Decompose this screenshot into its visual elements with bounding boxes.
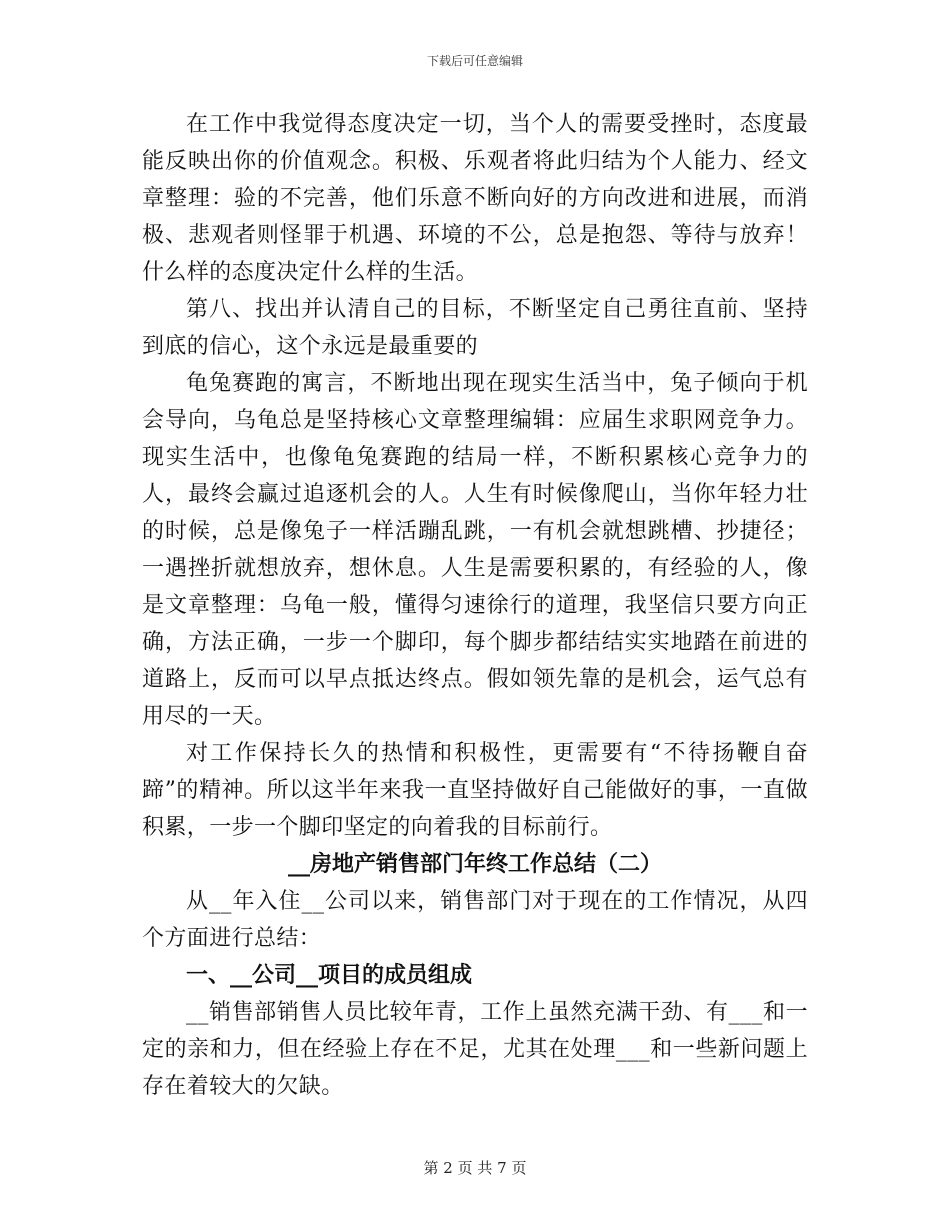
page-header: 下载后可任意编辑	[426, 54, 523, 68]
section-intro: 从__年入住__公司以来，销售部门对于现在的工作情况，从四个方面进行总结：	[142, 889, 808, 951]
paragraph-tortoise-hare: 龟兔赛跑的寓言，不断地出现在现实生活当中，兔子倾向于机会导向，乌龟总是坚持核心文章整理编辑：应届生求职网竞争力。现实生活中，也像龟兔赛跑的结局一样，不断积累核心竞争力的人，最终会赢过追逐机会的人。人生有时候像爬山，当你年轻力壮的时候，总是像兔子一样活蹦乱跳，一有机会就想跳槽、抄捷径；一遇挫折就想放弃，想休息。人生是需要积累的，有经验的人，像是文章整理：乌龟一般，懂得匀速徐行的道理，我坚信只要方向正确，方法正确，一步一个脚印，每个脚步都结结实实地踏在前进的道路上，反而可以早点抵达终点。假如领先靠的是机会，运气总有用尽的一天。	[142, 371, 808, 729]
paragraph-goal: 第八、找出并认清自己的目标，不断坚定自己勇往直前、坚持到底的信心，这个永远是最重要的	[142, 297, 808, 359]
section-title: __房地产销售部门年终工作总结（二）	[287, 851, 662, 877]
page-number: 第 2 页 共 7 页	[423, 1159, 527, 1177]
paragraph-attitude: 在工作中我觉得态度决定一切，当个人的需要受挫时，态度最能反映出你的价值观念。积极、乐观者将此归结为个人能力、经文章整理：验的不完善，他们乐意不断向好的方向改进和进展，而消极、悲观者则怪罪于机遇、环境的不公，总是抱怨、等待与放弃！什么样的态度决定什么样的生活。	[142, 112, 808, 285]
paragraph-enthusiasm: 对工作保持长久的热情和积极性，更需要有“不待扬鞭自奋蹄”的精神。所以这半年来我一直坚持做好自己能做好的事，一直做积累，一步一个脚印坚定的向着我的目标前行。	[142, 741, 808, 840]
subsection-paragraph: __销售部销售人员比较年青，工作上虽然充满干劲、有___和一定的亲和力，但在经验上存在不足，尤其在处理___和一些新问题上存在着较大的欠缺。	[142, 1000, 808, 1099]
document-body	[142, 106, 808, 1105]
subsection-title: 一、__公司__项目的成员组成	[186, 962, 473, 988]
